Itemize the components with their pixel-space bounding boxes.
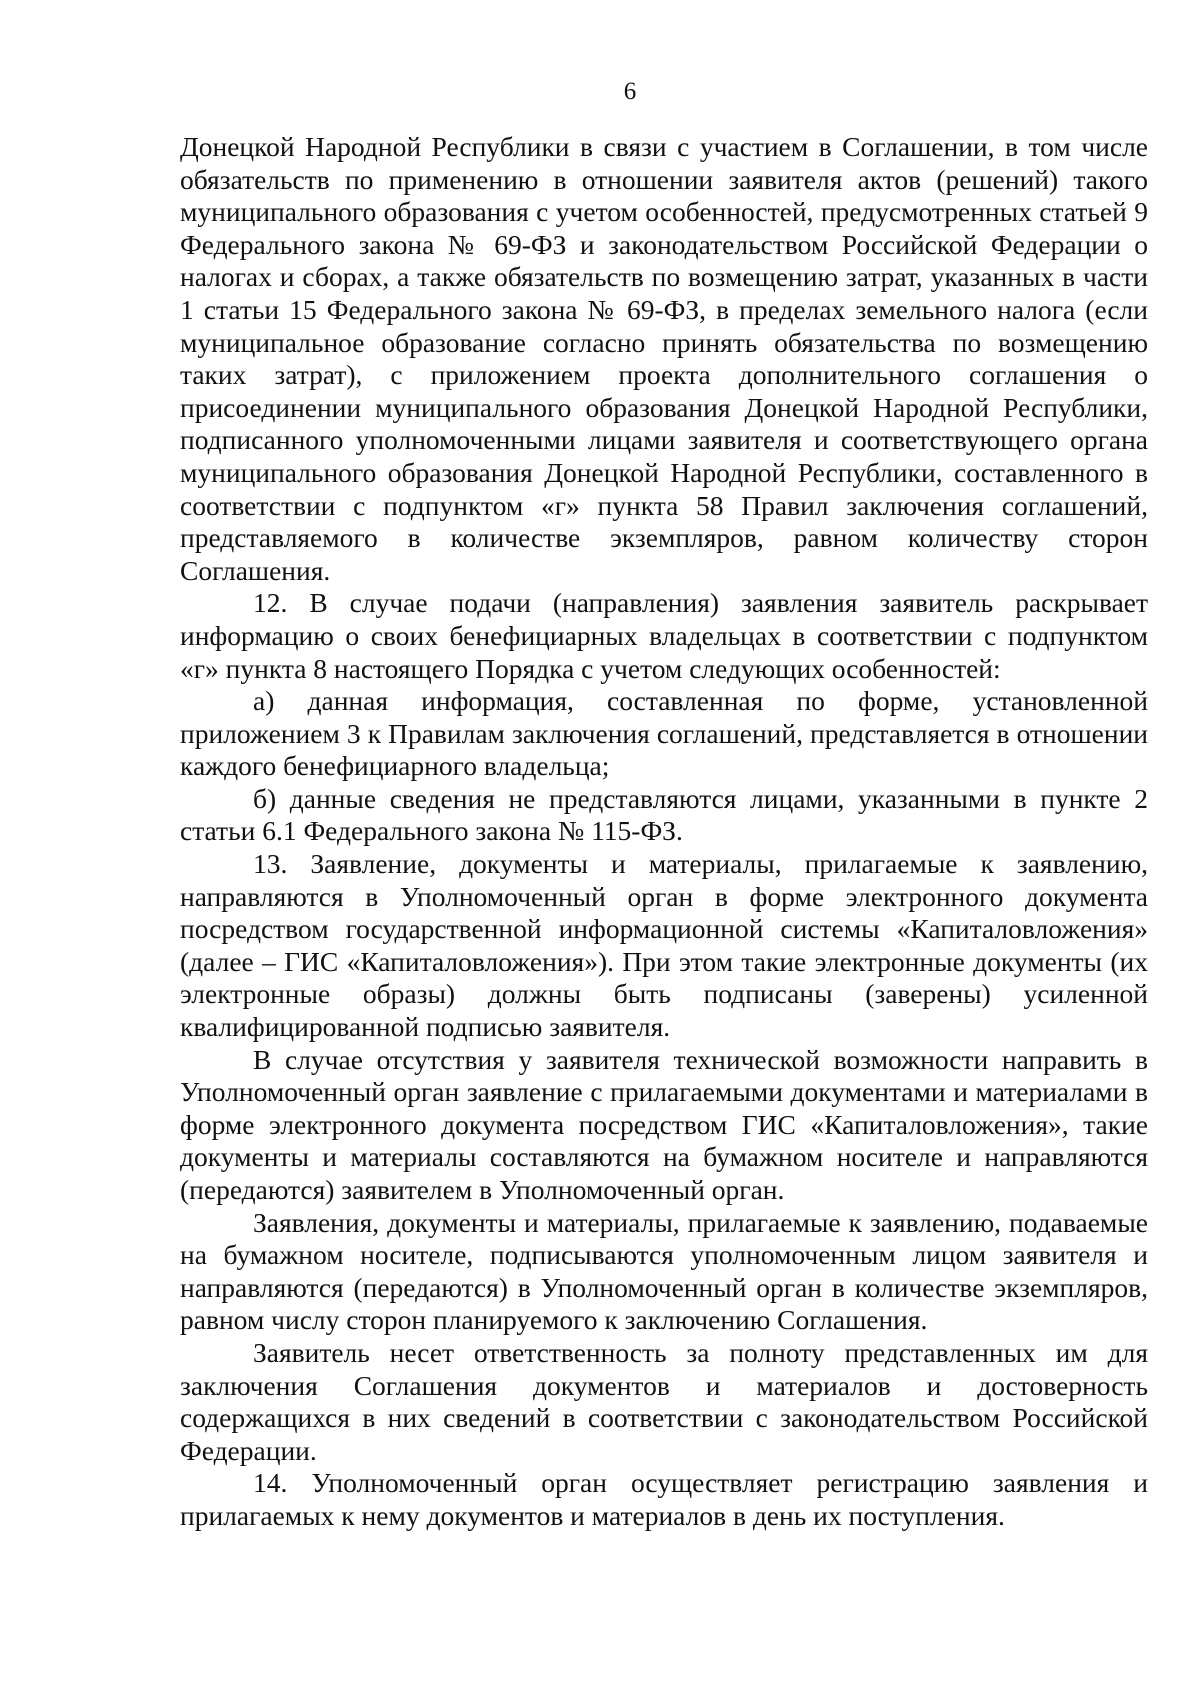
paragraph-responsibility: Заявитель несет ответственность за полноту представленных им для заключения Соглашения документов и материалов и достоверность содержащихся в них сведений в соответствии с законодательством Российской Федерации. [180, 1336, 1148, 1466]
paragraph-item-14: 14. Уполномоченный орган осуществляет регистрацию заявления и прилагаемых к нему документов и материалов в день их поступления. [180, 1467, 1148, 1531]
paragraph-subitem-b: б) данные сведения не представляются лицами, указанными в пункте 2 статьи 6.1 Федерального закона № 115-ФЗ. [180, 782, 1148, 847]
paragraph-item-12: 12. В случае подачи (направления) заявления заявитель раскрывает информацию о своих бенефициарных владельцах в соответствии с подпунктом «г» пункта 8 настоящего Порядка с учетом следующих особенностей: [180, 587, 1148, 684]
document-body [180, 131, 1148, 1533]
paragraph-paper-signing: Заявления, документы и материалы, прилагаемые к заявлению, подаваемые на бумажном носителе, подписываются уполномоченным лицом заявителя и направляются (передаются) в Уполномоченный орган в количестве экземпляров, равном числу сторон планируемого к заключению Соглашения. [180, 1206, 1148, 1336]
paragraph-subitem-a: а) данная информация, составленная по форме, установленной приложением 3 к Правилам заключения соглашений, представляется в отношении каждого бенефициарного владельца; [180, 685, 1148, 782]
paragraph-item-13: 13. Заявление, документы и материалы, прилагаемые к заявлению, направляются в Уполномоченный орган в форме электронного документа посредством государственной информационной системы «Капиталовложения» (далее – ГИС «Капиталовложения»). При этом такие электронные документы (их электронные образы) должны быть подписаны (заверены) усиленной квалифицированной подписью заявителя. [180, 848, 1148, 1043]
paragraph-paper-submission: В случае отсутствия у заявителя технической возможности направить в Уполномоченный орган заявление с прилагаемыми документами и материалами в форме электронного документа посредством ГИС «Капиталовложения», такие документы и материалы составляются на бумажном носителе и направляются (передаются) заявителем в Уполномоченный орган. [180, 1043, 1148, 1205]
paragraph-continuation: Донецкой Народной Республики в связи с участием в Соглашении, в том числе обязательств по применению в отношении заявителя актов (решений) такого муниципального образования с учетом особенностей, предусмотренных статьей 9 Федерального закона № 69-ФЗ и законодательством Российской Федерации о налогах и сборах, а также обязательств по возмещению затрат, указанных в части 1 статьи 15 Федерального закона № 69-ФЗ, в пределах земельного налога (если муниципальное образование согласно принять обязательства по возмещению таких затрат), с приложением проекта дополнительного соглашения о присоединении муниципального образования Донецкой Народной Республики, подписанного уполномоченными лицами заявителя и соответствующего органа муниципального образования Донецкой Народной Республики, составленного в соответствии с подпунктом «г» пункта 58 Правил заключения соглашений, представляемого в количестве экземпляров, равном количеству сторон Соглашения. [180, 131, 1148, 586]
page-number: 6 [623, 78, 637, 105]
